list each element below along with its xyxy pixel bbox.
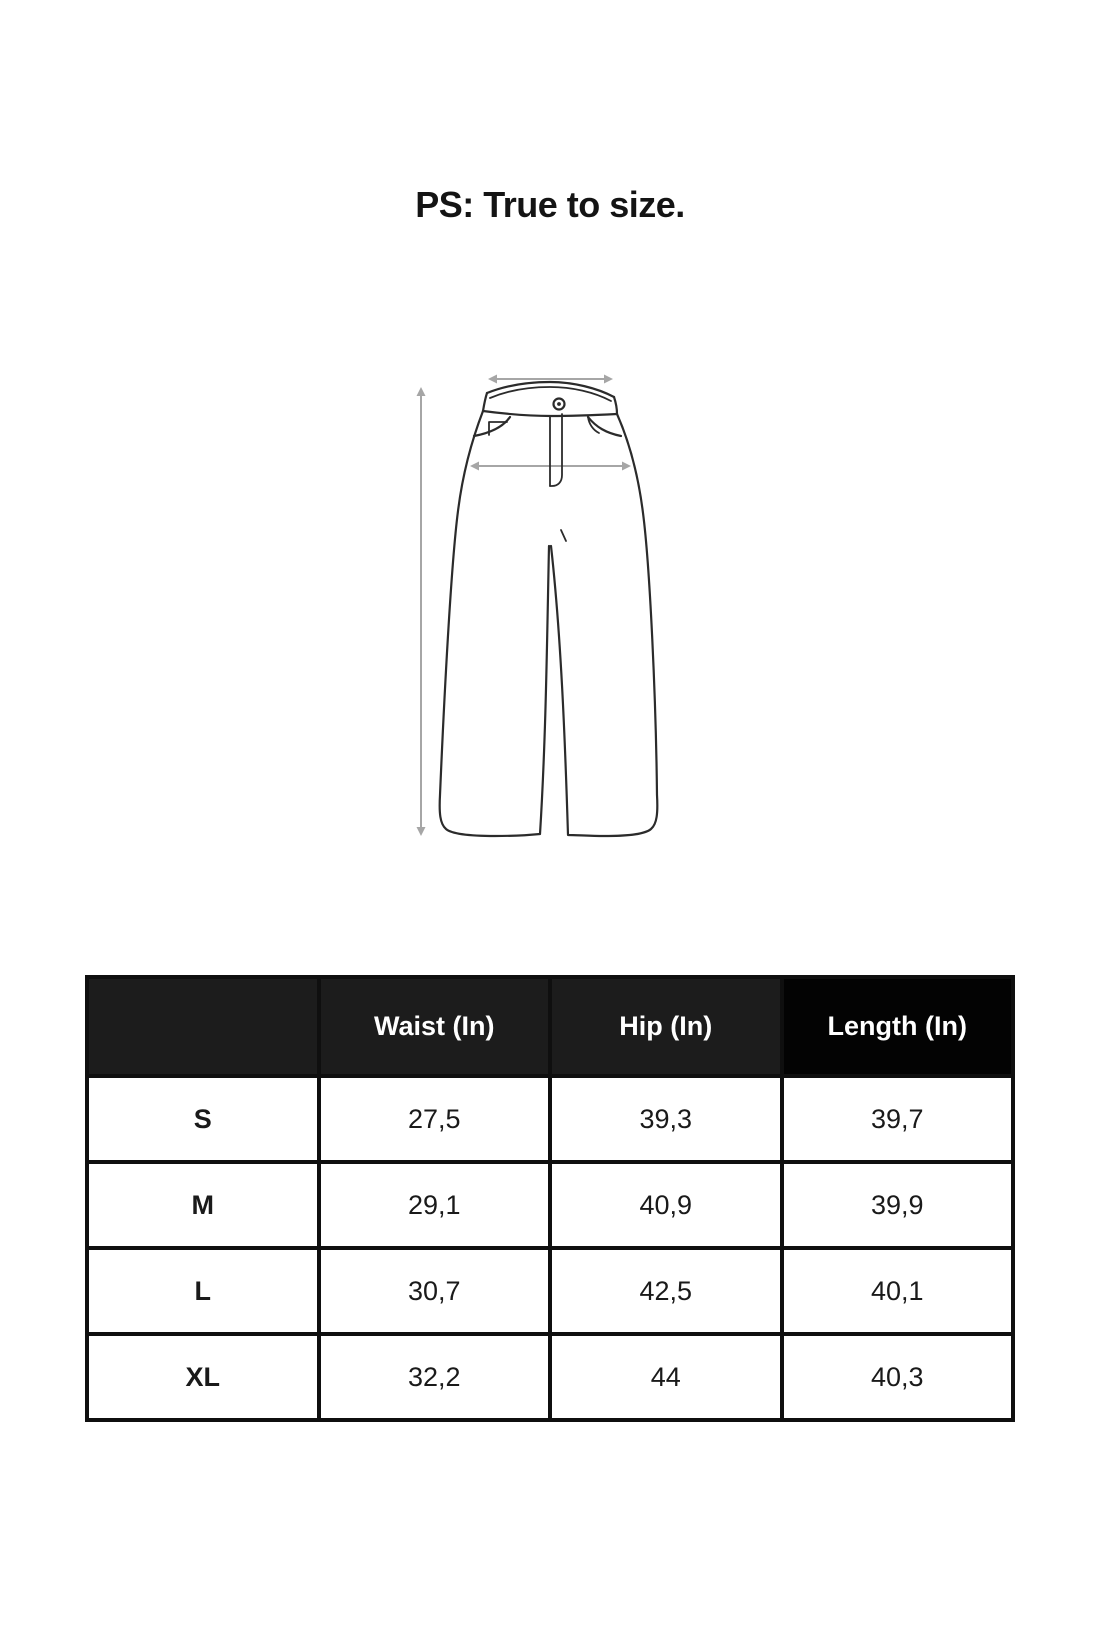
table-row-l	[87, 1248, 1013, 1334]
header-cell-length: Length (In)	[782, 977, 1014, 1076]
pants-flat-sketch	[400, 345, 700, 855]
header-cell-waist: Waist (In)	[319, 977, 551, 1076]
length-value: 39,7	[782, 1076, 1014, 1162]
button-icon	[554, 399, 565, 410]
length-arrow	[417, 387, 426, 836]
size-label: S	[87, 1076, 319, 1162]
pants-outline	[440, 382, 658, 836]
size-table-header	[87, 977, 1013, 1076]
size-label: L	[87, 1248, 319, 1334]
waist-value: 29,1	[319, 1162, 551, 1248]
page-title: PS: True to size.	[415, 184, 685, 225]
hip-value: 42,5	[550, 1248, 782, 1334]
size-label: M	[87, 1162, 319, 1248]
waist-value: 32,2	[319, 1334, 551, 1420]
table-row-xl	[87, 1334, 1013, 1420]
length-value: 40,1	[782, 1248, 1014, 1334]
pants-measurement-diagram	[400, 345, 700, 855]
table-row-s	[87, 1076, 1013, 1162]
header-row	[87, 977, 1013, 1076]
size-table-body	[87, 1076, 1013, 1420]
header-cell-size	[87, 977, 319, 1076]
size-table	[85, 975, 1015, 1422]
table-row-m	[87, 1162, 1013, 1248]
hip-value: 40,9	[550, 1162, 782, 1248]
size-label: XL	[87, 1334, 319, 1420]
hip-value: 39,3	[550, 1076, 782, 1162]
hip-value: 44	[550, 1334, 782, 1420]
header-cell-hip: Hip (In)	[550, 977, 782, 1076]
waist-value: 30,7	[319, 1248, 551, 1334]
waist-value: 27,5	[319, 1076, 551, 1162]
length-value: 40,3	[782, 1334, 1014, 1420]
length-value: 39,9	[782, 1162, 1014, 1248]
